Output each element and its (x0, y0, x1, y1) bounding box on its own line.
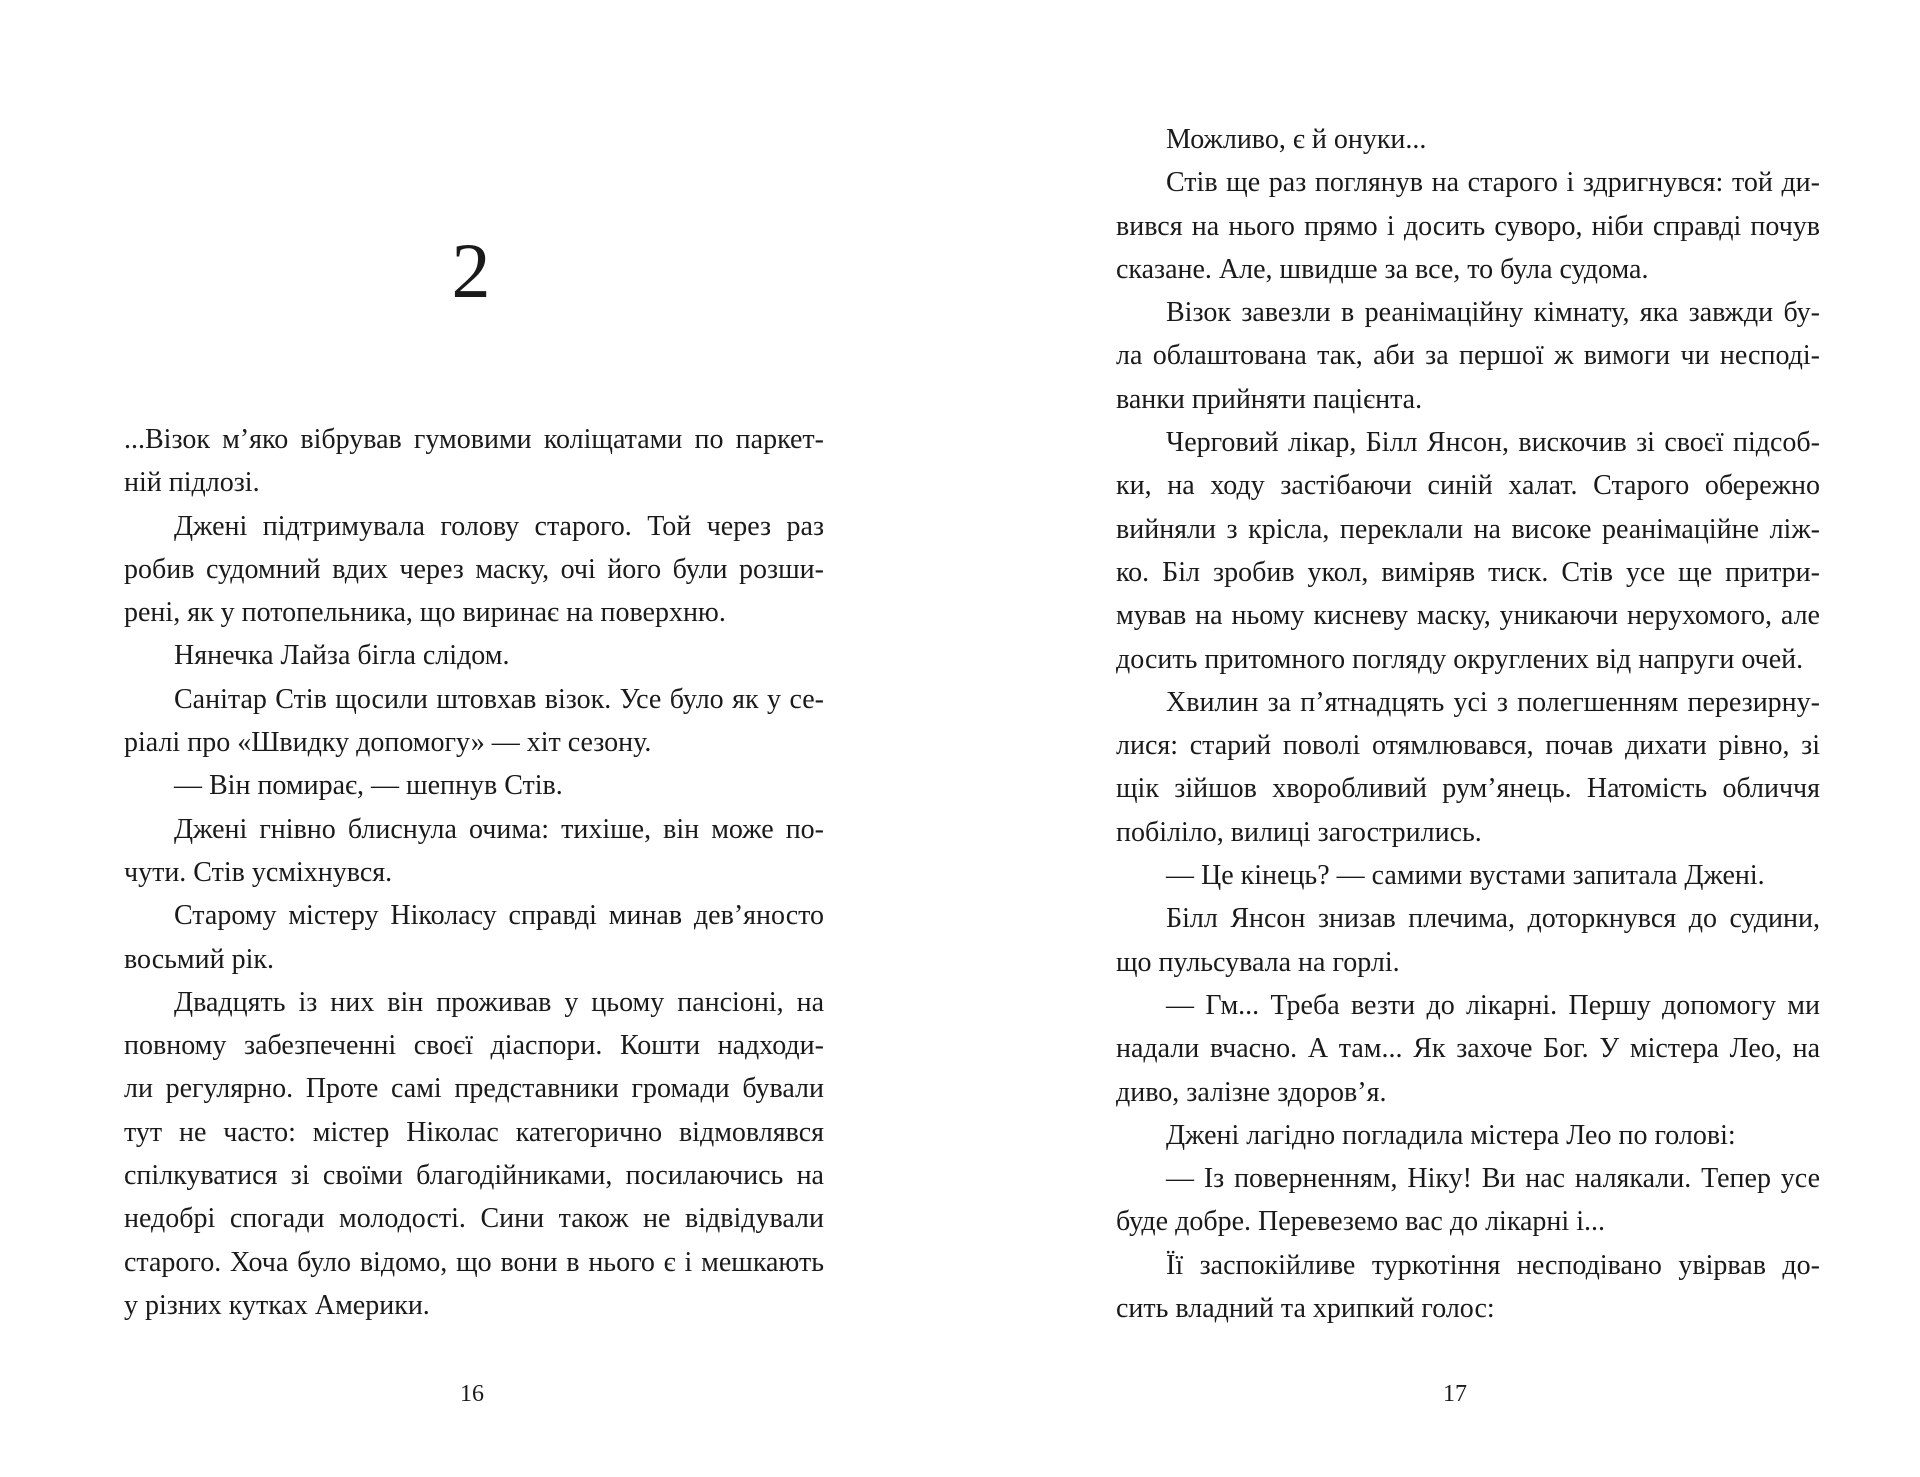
page-number: 16 (460, 1381, 484, 1407)
text-line: сказане. Але, швидше за все, то була судома. (1116, 253, 1649, 285)
text-line: — Гм... Треба везти до лікарні. Першу допомогу ми (1166, 989, 1820, 1021)
chapter-number: 2 (451, 227, 491, 314)
text-line: ли регулярно. Проте самі представники громади бували (124, 1073, 824, 1105)
text-line: спілкуватися зі своїми благодійниками, посилаючись на (124, 1160, 824, 1192)
text-line: ки, на ходу застібаючи синій халат. Старого обережно (1116, 470, 1820, 502)
text-line: Санітар Стів щосили штовхав візок. Усе було як у се- (174, 683, 824, 715)
text-line: досить притомного погляду округлених від напруги очей. (1116, 643, 1804, 675)
text-line: Білл Янсон знизав плечима, доторкнувся до судини, (1166, 903, 1820, 935)
text-line: мував на ньому кисневу маску, уникаючи нерухомого, але (1116, 600, 1820, 632)
page-number: 17 (1443, 1381, 1467, 1407)
text-line: недобрі спогади молодості. Сини також не відвідували (124, 1203, 824, 1235)
text-line: тут не часто: містер Ніколас категорично відмовлявся (124, 1116, 824, 1148)
text-line: Хвилин за п’ятнадцять усі з полегшенням перезирну- (1166, 686, 1820, 718)
text-line: ріалі про «Швидку допомогу» — хіт сезону. (124, 727, 652, 759)
text-line: Нянечка Лайза бігла слідом. (174, 640, 510, 672)
text-line: ко. Біл зробив укол, виміряв тиск. Стів усе ще притри- (1116, 556, 1820, 588)
text-line: побіліло, вилиці загострились. (1116, 816, 1482, 848)
text-line: ній підлозі. (124, 467, 260, 499)
text-line: у різних кутках Америки. (124, 1289, 430, 1321)
text-line: що пульсувала на горлі. (1116, 946, 1400, 978)
text-line: Старому містеру Ніколасу справді минав дев’яносто (174, 900, 824, 932)
text-line: Джені гнівно блиснула очима: тихіше, він може по- (174, 813, 824, 845)
text-line: диво, залізне здоров’я. (1116, 1076, 1387, 1108)
text-line: рені, як у потопельника, що виринає на поверхню. (124, 597, 726, 629)
text-line: ванки прийняти пацієнта. (1116, 383, 1423, 415)
text-line: — Це кінець? — самими вустами запитала Джені. (1166, 860, 1765, 892)
text-line: вийняли з крісла, переклали на високе реанімаційне ліж- (1116, 513, 1820, 545)
text-line: буде добре. Перевеземо вас до лікарні і... (1116, 1206, 1605, 1238)
text-line: Джені підтримувала голову старого. Той через раз (174, 510, 824, 542)
text-line: Її заспокійливе туркотіння несподівано увірвав до- (1166, 1249, 1820, 1281)
text-line: Джені лагідно погладила містера Лео по голові: (1166, 1119, 1736, 1151)
text-line: ...Візок м’яко вібрував гумовими коліщатами по паркет- (124, 424, 824, 455)
text-line: — Із поверненням, Ніку! Ви нас налякали. Тепер усе (1166, 1163, 1820, 1195)
left-page-text (124, 418, 824, 1327)
text-line: Візок завезли в реанімаційну кімнату, яка завжди бу- (1166, 297, 1820, 329)
text-line: ла облаштована так, аби за першої ж вимоги чи несподі- (1116, 340, 1820, 372)
text-line: надали вчасно. А там... Як захоче Бог. У містера Лео, на (1116, 1033, 1820, 1065)
text-line: Двадцять із них він проживав у цьому пансіоні, на (174, 986, 824, 1018)
text-line: робив судомний вдих через маску, очі його були розши- (124, 553, 824, 585)
text-line: сить владний та хрипкий голос: (1116, 1293, 1495, 1325)
text-line: повному забезпеченні своєї діаспори. Кошти надходи- (124, 1030, 824, 1062)
right-page (960, 0, 1920, 1477)
text-line: вився на нього прямо і досить суворо, ніби справді почув (1116, 210, 1820, 242)
text-line: лися: старий поволі отямлювався, почав дихати рівно, зі (1116, 730, 1820, 762)
text-line: Стів ще раз поглянув на старого і здригнувся: той ди- (1166, 167, 1820, 199)
right-page-text (1116, 118, 1820, 1330)
text-line: старого. Хоча було відомо, що вони в нього є і мешкають (124, 1246, 824, 1278)
text-line: — Він помирає, — шепнув Стів. (174, 770, 563, 802)
text-line: восьмий рік. (124, 943, 274, 975)
text-line: чути. Стів усміхнувся. (124, 856, 393, 888)
text-line: Черговий лікар, Білл Янсон, вискочив зі своєї підсоб- (1166, 427, 1820, 459)
text-line: щік зійшов хворобливий рум’янець. Натомість обличчя (1116, 773, 1820, 805)
text-line: Можливо, є й онуки... (1166, 124, 1427, 155)
